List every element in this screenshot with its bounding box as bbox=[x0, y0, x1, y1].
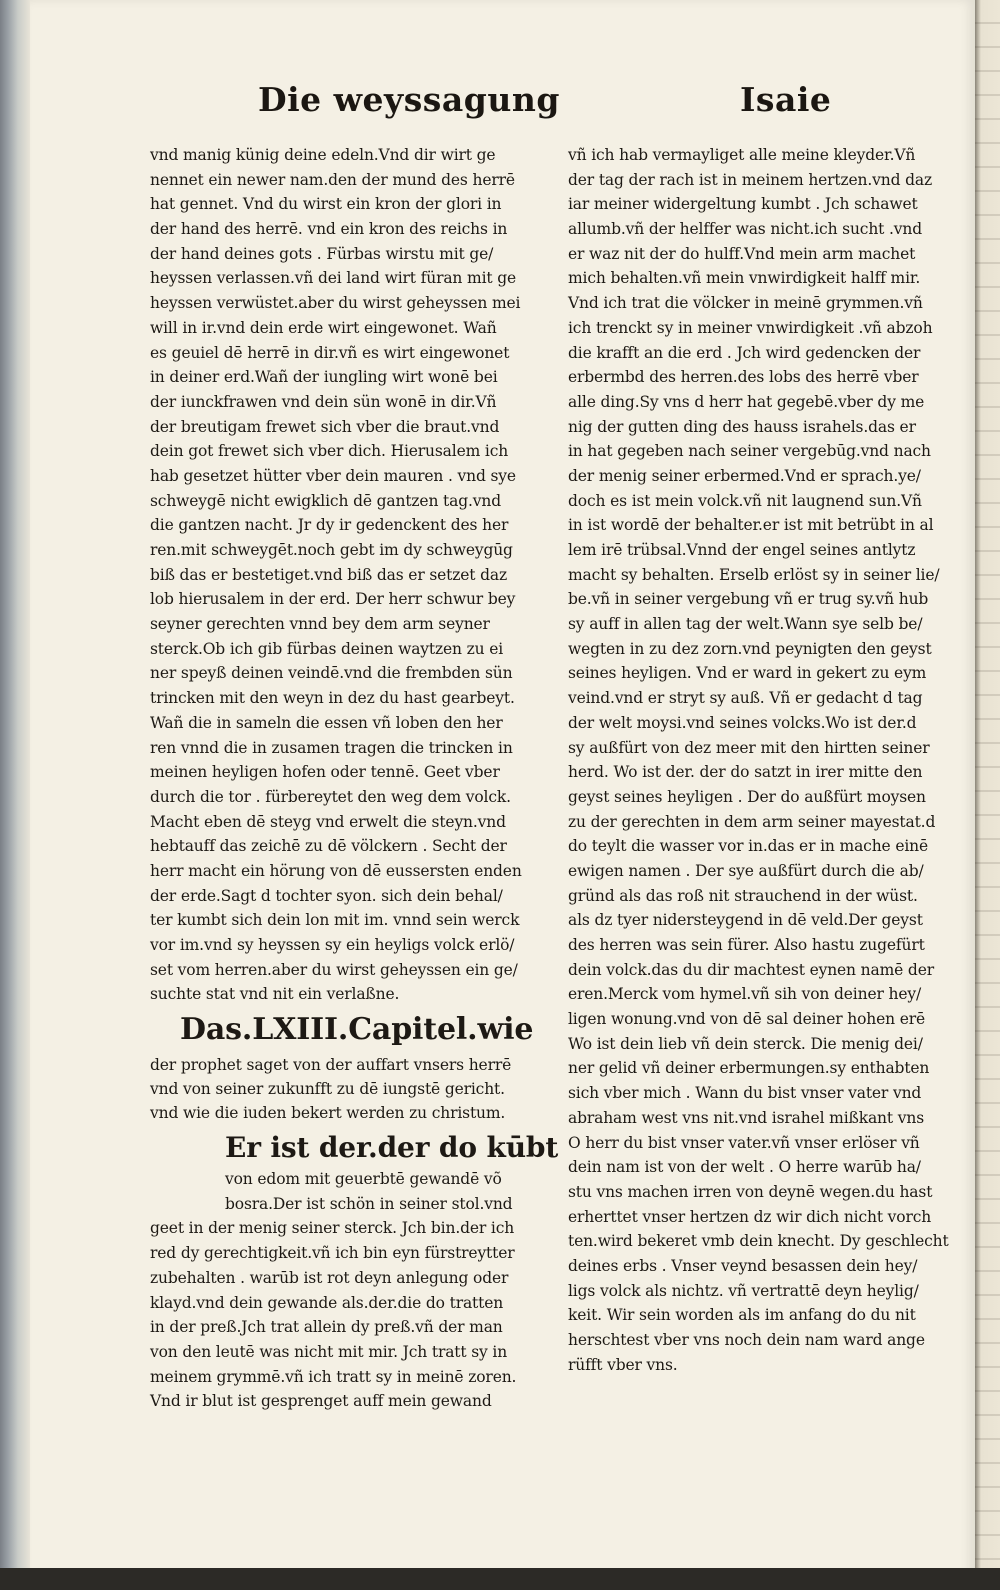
text-line: nig der gutten ding des hauss israhels.das er bbox=[568, 417, 916, 436]
text-line: vor im.vnd sy heyssen sy ein heyligs volck erlö/ bbox=[150, 936, 515, 954]
text-line: ner gelid vñ deiner erbermungen.sy enthabten bbox=[568, 1059, 930, 1078]
text-line: schweygē nicht ewigklich dē gantzen tag.vnd bbox=[150, 491, 501, 510]
text-line: vñ ich hab vermayliget alle meine kleyder.Vñ bbox=[568, 146, 916, 164]
text-line: nennet ein newer nam.den der mund des herrē bbox=[150, 170, 515, 189]
text-line: mich behalten.vñ mein vnwirdigkeit halff mir. bbox=[568, 269, 921, 288]
text-line: bosra.Der ist schön in seiner stol.vnd bbox=[225, 1194, 513, 1213]
text-line: herr macht ein hörung von dē eussersten enden bbox=[150, 861, 522, 880]
text-line: trincken mit den weyn in dez du hast gearbeyt. bbox=[150, 689, 515, 708]
text-line: seines heyligen. Vnd er ward in gekert zu eym bbox=[568, 664, 927, 683]
text-line: in der preß.Jch trat allein dy preß.vñ der man bbox=[150, 1318, 503, 1337]
text-line: dein nam ist von der welt . O herre warūb ha/ bbox=[568, 1158, 921, 1177]
facing-page-edge bbox=[975, 0, 1000, 1590]
chapter-heading: Das.LXIII.Capitel.wie bbox=[180, 1012, 534, 1048]
text-line: der menig seiner erbermed.Vnd er sprach.ye/ bbox=[568, 466, 921, 485]
text-line: keit. Wir sein worden als im anfang do du nit bbox=[568, 1306, 916, 1325]
text-line: sy außfürt von dez meer mit den hirtten seiner bbox=[568, 738, 930, 757]
text-line: dein got frewet sich vber dich. Hierusalem ich bbox=[150, 442, 509, 461]
text-line: dein volck.das du dir machtest eynen namē der bbox=[568, 960, 934, 979]
text-line: von den leutē was nicht mit mir. Jch tratt sy in bbox=[150, 1342, 508, 1361]
text-line: er waz nit der do hulff.Vnd mein arm machet bbox=[568, 244, 916, 263]
scan-bottom-border bbox=[0, 1568, 1000, 1590]
text-line: herd. Wo ist der. der do satzt in irer mitte den bbox=[568, 763, 923, 782]
text-line: be.vñ in seiner vergebung vñ er trug sy.vñ hub bbox=[568, 590, 929, 609]
text-line: iar meiner widergeltung kumbt . Jch schawet bbox=[568, 195, 918, 214]
running-head-left: Die weyssagung bbox=[258, 80, 560, 119]
summary-line: der prophet saget von der auffart vnsers herrē bbox=[150, 1056, 512, 1075]
text-line: Macht eben dē steyg vnd erwelt die steyn.vnd bbox=[150, 812, 506, 831]
text-line: Vnd ich trat die völcker in meinē grymmen.vñ bbox=[568, 294, 923, 313]
text-line: allumb.vñ der helffer was nicht.ich sucht .vnd bbox=[568, 220, 923, 239]
text-line: der breutigam frewet sich vber die braut.vnd bbox=[150, 417, 500, 436]
text-line: ren vnnd die in zusamen tragen die trincken in bbox=[150, 738, 513, 757]
text-line: hebtauff das zeichē zu dē völckern . Secht der bbox=[150, 837, 507, 856]
text-line: ligs volck als nichtz. vñ vertrattē deyn heylig/ bbox=[568, 1281, 919, 1300]
left-column bbox=[150, 143, 559, 1414]
text-line: rüfft vber vns. bbox=[568, 1355, 678, 1374]
text-line: von edom mit geuerbtē gewandē võ bbox=[225, 1170, 502, 1189]
text-line: sy auff in allen tag der welt.Wann sye selb be/ bbox=[568, 615, 923, 634]
text-line: heyssen verlassen.vñ dei land wirt füran mit ge bbox=[150, 269, 517, 288]
text-line: heyssen verwüstet.aber du wirst geheyssen mei bbox=[150, 294, 521, 313]
text-line: hat gennet. Vnd du wirst ein kron der glori in bbox=[150, 195, 502, 214]
text-line: der erde.Sagt d tochter syon. sich dein behal/ bbox=[150, 886, 503, 905]
text-line: do teylt die wasser vor in.das er in mache einē bbox=[568, 837, 929, 856]
chapter-opening-line: Er ist der.der do kūbt bbox=[225, 1131, 559, 1165]
text-line: ligen wonung.vnd von dē sal deiner hohen erē bbox=[568, 1010, 926, 1029]
text-line: herschtest vber vns noch dein nam ward ange bbox=[568, 1331, 925, 1349]
text-line: ich trenckt sy in meiner vnwirdigkeit .vñ abzoh bbox=[568, 318, 933, 337]
left-column-body-bottom bbox=[150, 1216, 515, 1414]
text-line: sich vber mich . Wann du bist vnser vater vnd bbox=[568, 1084, 922, 1103]
text-line: ner speyß deinen veindē.vnd die frembden sün bbox=[150, 664, 513, 683]
right-column-body bbox=[568, 143, 949, 1377]
book-binding-left-edge bbox=[0, 0, 30, 1590]
text-line: in hat gegeben nach seiner vergebūg.vnd nach bbox=[568, 442, 931, 461]
text-line: gründ als das roß nit strauchend in der wüst. bbox=[568, 886, 918, 905]
text-line: Wo ist dein lieb vñ dein sterck. Die menig dei/ bbox=[568, 1034, 923, 1053]
chapter-summary bbox=[150, 1053, 515, 1125]
summary-line: vnd wie die iuden bekert werden zu christum. bbox=[150, 1104, 506, 1123]
text-line: zu der gerechten in dem arm seiner mayestat.d bbox=[568, 812, 936, 831]
facing-page-text-lines bbox=[975, 0, 1000, 1590]
text-line: der hand deines gots . Fürbas wirstu mit ge/ bbox=[150, 244, 494, 263]
text-line: deines erbs . Vnser veynd besassen dein hey/ bbox=[568, 1256, 918, 1275]
right-column bbox=[568, 143, 949, 1377]
text-line: in deiner erd.Wañ der iungling wirt wonē bei bbox=[150, 368, 498, 387]
text-line: es geuiel dē herrē in dir.vñ es wirt eingewonet bbox=[150, 343, 510, 362]
text-line: lem irē trübsal.Vnnd der engel seines antlytz bbox=[568, 541, 916, 559]
text-line: hab gesetzet hütter vber dein mauren . vnd sye bbox=[150, 466, 516, 485]
text-line: ten.wird bekeret vmb dein knecht. Dy geschlecht bbox=[568, 1232, 949, 1251]
text-line: erherttet vnser hertzen dz wir dich nicht vorch bbox=[568, 1207, 932, 1226]
chapter-opening-indented-lines bbox=[225, 1167, 515, 1216]
text-line: die krafft an die erd . Jch wird gedencken der bbox=[568, 343, 921, 362]
text-line: doch es ist mein volck.vñ nit laugnend sun.Vñ bbox=[568, 491, 922, 510]
text-line: wegten in zu dez zorn.vnd peynigten den geyst bbox=[568, 639, 932, 658]
text-line: sterck.Ob ich gib fürbas deinen waytzen zu ei bbox=[150, 639, 504, 658]
text-line: ewigen namen . Der sye außfürt durch die ab/ bbox=[568, 861, 924, 880]
text-line: lob hierusalem in der erd. Der herr schwur bey bbox=[150, 590, 516, 609]
text-line: set vom herren.aber du wirst geheyssen ein ge/ bbox=[150, 960, 518, 979]
text-line: alle ding.Sy vns d herr hat gegebē.vber dy me bbox=[568, 392, 925, 411]
text-line: der tag der rach ist in meinem hertzen.vnd daz bbox=[568, 170, 933, 189]
text-line: Vnd ir blut ist gesprenget auff mein gewand bbox=[150, 1392, 492, 1411]
text-line: biß das er bestetiget.vnd biß das er setzet daz bbox=[150, 565, 508, 584]
text-line: geyst seines heyligen . Der do außfürt moysen bbox=[568, 787, 926, 806]
text-line: klayd.vnd dein gewande als.der.die do tratten bbox=[150, 1293, 504, 1312]
text-line: geet in der menig seiner sterck. Jch bin.der ich bbox=[150, 1219, 515, 1238]
text-line: zubehalten . warūb ist rot deyn anlegung oder bbox=[150, 1268, 509, 1287]
text-line: abraham west vns nit.vnd israhel mißkant vns bbox=[568, 1108, 924, 1127]
text-line: Wañ die in sameln die essen vñ loben den her bbox=[150, 713, 503, 732]
text-line: macht sy behalten. Erselb erlöst sy in seiner lie/ bbox=[568, 565, 940, 584]
text-line: in ist wordē der behalter.er ist mit betrübt in al bbox=[568, 516, 934, 535]
text-line: veind.vnd er stryt sy auß. Vñ er gedacht d tag bbox=[568, 689, 923, 708]
text-line: suchte stat vnd nit ein verlaßne. bbox=[150, 985, 400, 1004]
text-line: erbermbd des herren.des lobs des herrē vber bbox=[568, 368, 919, 387]
text-line: stu vns machen irren von deynē wegen.du hast bbox=[568, 1182, 933, 1201]
text-line: seyner gerechten vnnd bey dem arm seyner bbox=[150, 615, 490, 634]
text-line: will in ir.vnd dein erde wirt eingewonet. Wañ bbox=[150, 318, 497, 337]
text-line: ter kumbt sich dein lon mit im. vnnd sein werck bbox=[150, 911, 520, 930]
text-line: ren.mit schweygēt.noch gebt im dy schweygūg bbox=[150, 541, 513, 559]
text-line: des herren was sein fürer. Also hastu zugefürt bbox=[568, 936, 925, 954]
left-column-body-top bbox=[150, 143, 522, 1007]
text-line: der hand des herrē. vnd ein kron des reichs in bbox=[150, 220, 508, 239]
text-line: durch die tor . fürbereytet den weg dem volck. bbox=[150, 787, 511, 806]
text-line: meinem grymmē.vñ ich tratt sy in meinē zoren. bbox=[150, 1367, 517, 1386]
text-line: der welt moysi.vnd seines volcks.Wo ist der.d bbox=[568, 713, 917, 732]
text-line: O herr du bist vnser vater.vñ vnser erlöser vñ bbox=[568, 1133, 920, 1152]
text-line: meinen heyligen hofen oder tennē. Geet vber bbox=[150, 763, 500, 782]
summary-line: vnd von seiner zukunfft zu dē iungstē gericht. bbox=[150, 1080, 505, 1099]
text-line: die gantzen nacht. Jr dy ir gedenckent des her bbox=[150, 516, 509, 535]
text-line: vnd manig künig deine edeln.Vnd dir wirt ge bbox=[150, 146, 496, 164]
text-line: eren.Merck vom hymel.vñ sih von deiner hey/ bbox=[568, 985, 922, 1004]
text-line: red dy gerechtigkeit.vñ ich bin eyn fürstreytter bbox=[150, 1244, 515, 1263]
running-head-right: Isaie bbox=[740, 80, 832, 119]
text-line: der iunckfrawen vnd dein sün wonē in dir.Vñ bbox=[150, 392, 497, 411]
text-line: als dz tyer nidersteygend in dē veld.Der geyst bbox=[568, 911, 923, 930]
